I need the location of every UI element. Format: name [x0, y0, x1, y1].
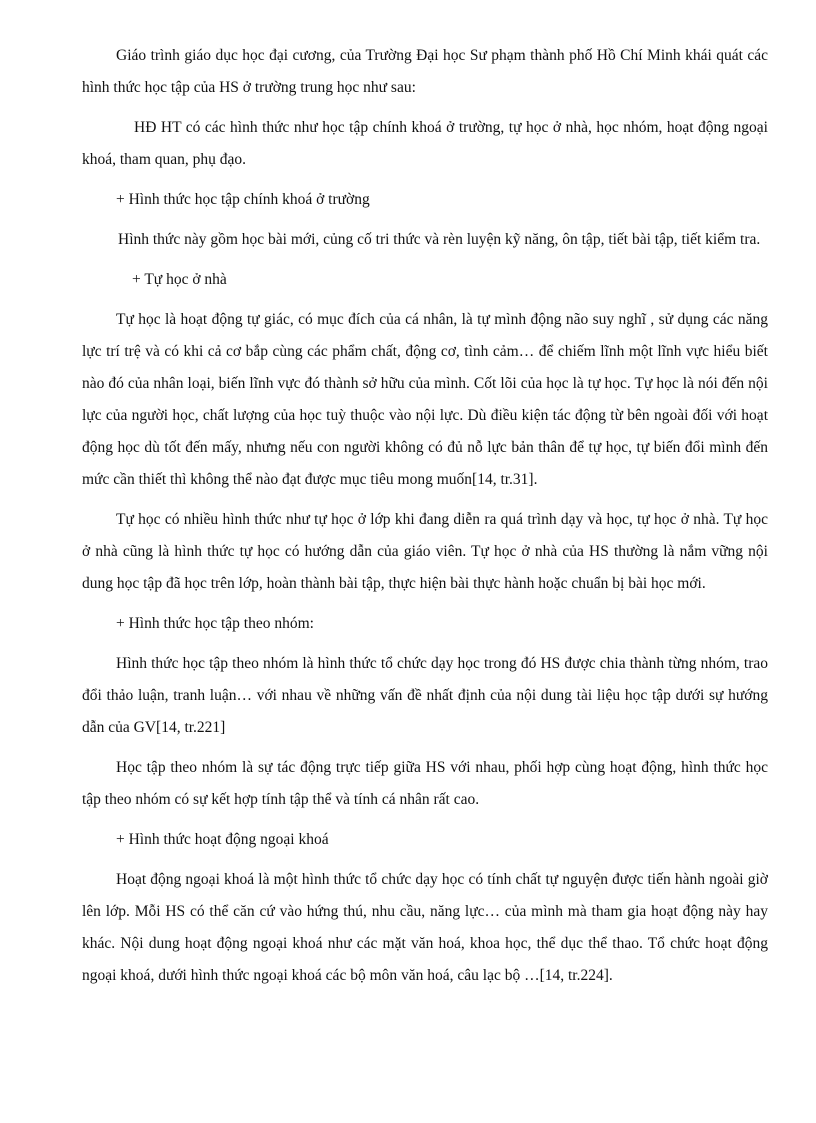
- heading-extracurricular: + Hình thức hoạt động ngoại khoá: [116, 831, 329, 848]
- group-study-interaction-paragraph: Học tập theo nhóm là sự tác động trực tiếp giữa HS với nhau, phối hợp cùng hoạt động, hình thức học tập theo nhóm có sự kết hợp tính tập thể và tính cá nhân rất cao.: [82, 759, 768, 808]
- self-study-definition-paragraph: Tự học là hoạt động tự giác, có mục đích của cá nhân, là tự mình động não suy nghĩ , sử dụng các năng lực trí trệ và có khi cả cơ bắp cùng các phẩm chất, động cơ, tình cảm… để chiếm lĩnh một lĩnh vực hiểu biết nào đó của nhân loại, biến lĩnh vực đó thành sở hữu của mình. Cốt lõi của học là tự học. Tự học là nói đến nội lực của người học, chất lượng của học tuỳ thuộc vào nội lực. Dù điều kiện tác động từ bên ngoài đối với hoạt động học dù tốt đến mấy, nhưng nếu con người không có đủ nỗ lực bản thân để tự học, tự biến đổi mình đến mức cần thiết thì không thể nào đạt được mục tiêu mong muốn[14, tr.31].: [82, 311, 768, 488]
- heading-group-study: + Hình thức học tập theo nhóm:: [116, 615, 314, 632]
- forms-summary-paragraph: HĐ HT có các hình thức như học tập chính khoá ở trường, tự học ở nhà, học nhóm, hoạt động ngoại khoá, tham quan, phụ đạo.: [82, 119, 768, 168]
- document-page: [82, 40, 768, 1000]
- formal-study-paragraph: Hình thức này gồm học bài mới, củng cố tri thức và rèn luyện kỹ năng, ôn tập, tiết bài tập, tiết kiểm tra.: [118, 231, 761, 248]
- extracurricular-paragraph: Hoạt động ngoại khoá là một hình thức tổ chức dạy học có tính chất tự nguyện được tiến hành ngoài giờ lên lớp. Mỗi HS có thể căn cứ vào hứng thú, nhu cầu, năng lực… của mình mà tham gia hoạt động này hay khác. Nội dung hoạt động ngoại khoá như các mặt văn hoá, khoa học, thể dục thể thao. Tổ chức hoạt động ngoại khoá, dưới hình thức ngoại khoá các bộ môn văn hoá, câu lạc bộ …[14, tr.224].: [82, 871, 768, 984]
- heading-formal-study: + Hình thức học tập chính khoá ở trường: [116, 191, 370, 208]
- intro-paragraph: Giáo trình giáo dục học đại cương, của Trường Đại học Sư phạm thành phố Hồ Chí Minh khái quát các hình thức học tập của HS ở trường trung học như sau:: [82, 47, 768, 96]
- self-study-forms-paragraph: Tự học có nhiều hình thức như tự học ở lớp khi đang diễn ra quá trình dạy và học, tự học ở nhà. Tự học ở nhà cũng là hình thức tự học có hướng dẫn của giáo viên. Tự học ở nhà của HS thường là nắm vững nội dung học tập đã học trên lớp, hoàn thành bài tập, thực hiện bài thực hành hoặc chuẩn bị bài học mới.: [82, 511, 768, 592]
- heading-self-study: + Tự học ở nhà: [132, 271, 227, 288]
- group-study-definition-paragraph: Hình thức học tập theo nhóm là hình thức tổ chức dạy học trong đó HS được chia thành từng nhóm, trao đổi thảo luận, tranh luận… với nhau về những vấn đề nhất định của nội dung tài liệu học tập dưới sự hướng dẫn của GV[14, tr.221]: [82, 655, 768, 736]
